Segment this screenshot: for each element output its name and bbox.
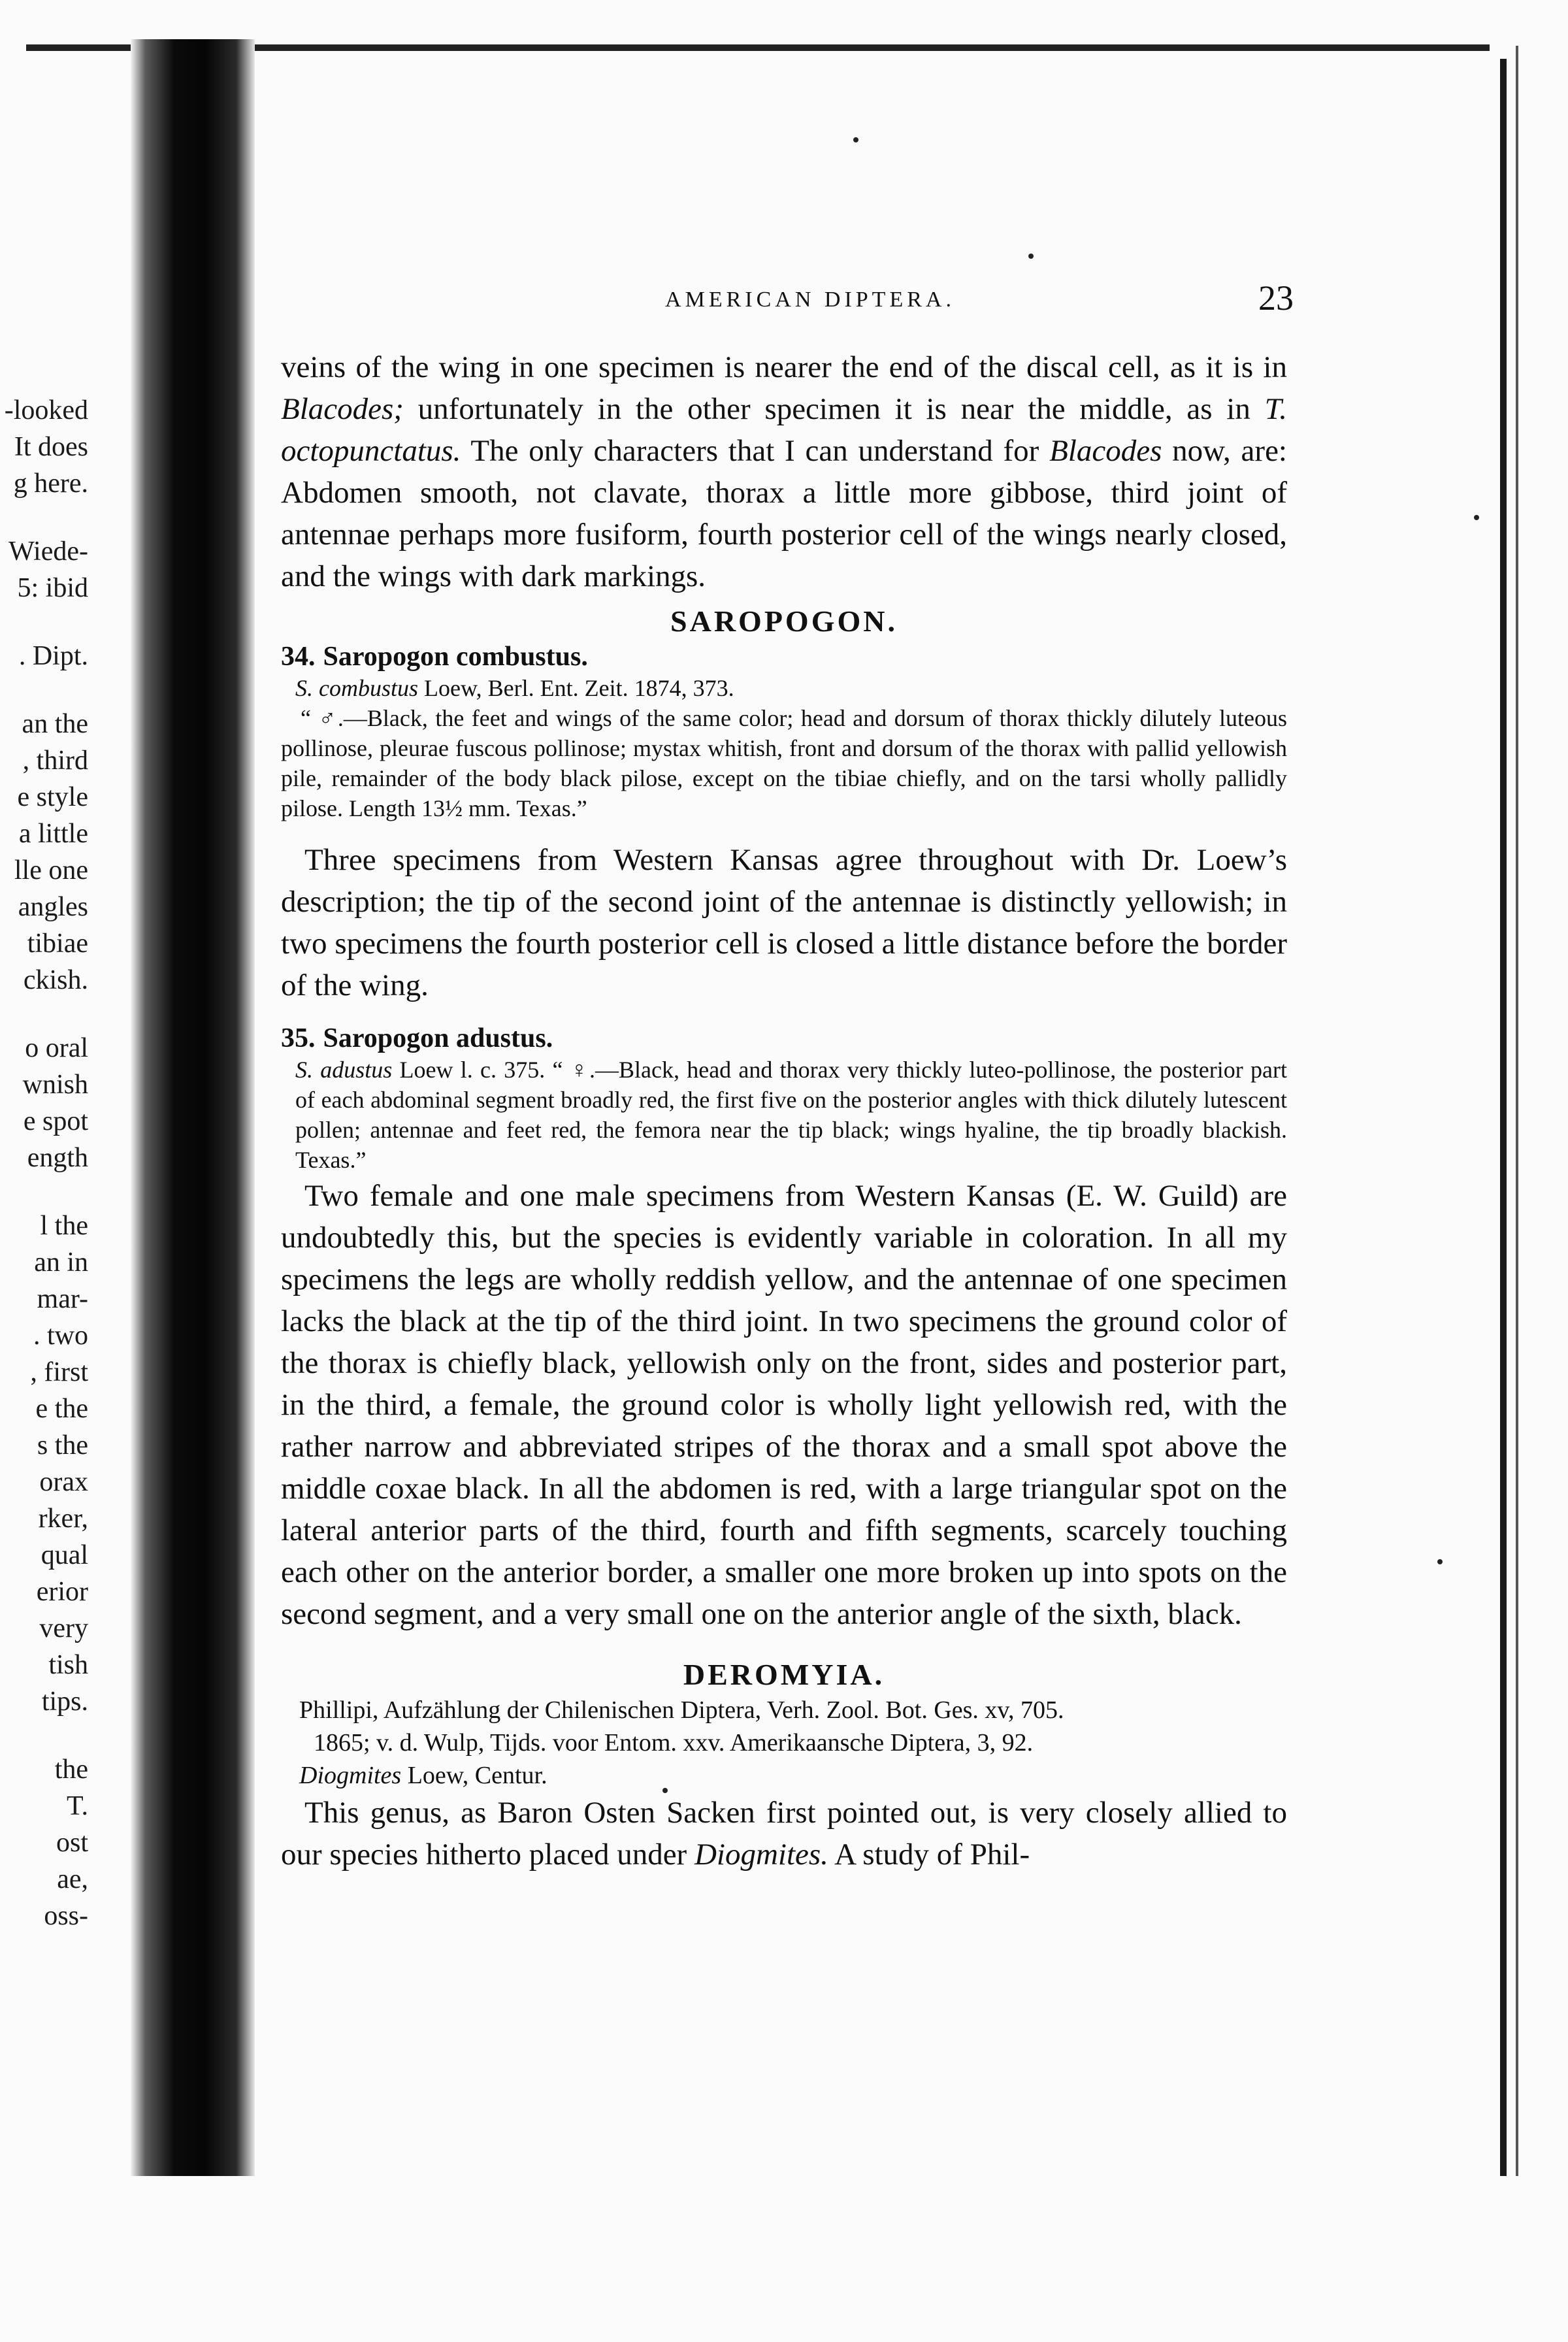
facing-page-line [0, 1720, 88, 1751]
facing-page-line: oss- [44, 1901, 88, 1931]
facing-page-line: -looked [4, 395, 88, 425]
facing-page-line: Wiede- [8, 536, 88, 567]
citation-rest: Loew l. c. 375. [392, 1057, 546, 1083]
citation-rest: Loew, Berl. Ent. Zeit. 1874, 373. [418, 675, 734, 701]
citation-name: S. combustus [295, 675, 418, 701]
text-run: This genus, as Baron Osten Sacken first pointed out, is very closely allied to our species hitherto placed under [281, 1796, 1287, 1872]
synonym-name: Diogmites [299, 1762, 402, 1789]
text-run: now, are: Abdomen smooth, not clavate, thorax a little more gibbose, third joint of antennae perhaps more fusiform, fourth posterior cell of the wings nearly closed, and the wings with dark markings. [281, 434, 1287, 593]
reference-line [281, 1759, 1287, 1792]
species-name-italic: T. octopunctatus. [281, 392, 1287, 468]
facing-page-line: ae, [57, 1864, 88, 1894]
facing-page-line: a little [18, 819, 88, 849]
facing-page-line [0, 606, 88, 638]
species-number: 35. [281, 1023, 316, 1053]
facing-page-line: , first [30, 1357, 88, 1387]
facing-page-line: very [39, 1613, 88, 1643]
facing-page-line: ost [56, 1828, 88, 1858]
facing-page-line [0, 502, 88, 533]
facing-page-line: lle one [14, 855, 88, 885]
facing-page-line: , third [22, 746, 88, 776]
description-quote-34: “ ♂.—Black, the feet and wings of the same color; head and dorsum of thorax thickly dilutely luteous pollinose, pleurae fuscous pollinose; mystax whitish, front and dorsum of the thorax with pallid yellowish pile, remainder of the body black pilose, except on the tibiae chiefly, and on the tarsi wholly pallidly pilose. Length 13½ mm. Texas.” [281, 705, 1287, 821]
body-text [281, 346, 1287, 1875]
facing-page-line: tips. [41, 1687, 88, 1717]
genus-heading-deromyia: DEROMYIA. [683, 1658, 885, 1691]
facing-page-line: 5: ibid [17, 573, 88, 603]
speck [1474, 515, 1479, 520]
text-run: unfortunately in the other specimen it is near the middle, as in [403, 392, 1265, 426]
running-head: AMERICAN DIPTERA. [665, 288, 955, 312]
facing-page-line: tibiae [27, 929, 88, 959]
facing-page-line [0, 674, 88, 706]
facing-page-line: angles [18, 892, 88, 922]
species-heading-34 [281, 640, 1287, 673]
facing-page-fragments [0, 392, 88, 1934]
facing-page-line: ength [27, 1143, 88, 1173]
facing-page-line: o oral [25, 1033, 88, 1063]
synonym-rest: Loew, Centur. [401, 1762, 547, 1789]
species-name: Saropogon combustus. [323, 642, 588, 672]
facing-page-line: e style [17, 782, 88, 812]
facing-page-line: orax [39, 1467, 88, 1497]
speck [1437, 1559, 1443, 1564]
citation-35 [281, 1055, 1287, 1175]
page-edge [1500, 59, 1507, 2176]
description-quote-35: “ ♀.—Black, head and thorax very thickly luteo-pollinose, the posterior part of each abdominal segment broadly red, the first five on the posterior angles with thick dilutely lutescent pollen; antennae and feet red, the femora near the tip black; wings hyaline, the tip broadly blackish. Texas.” [295, 1057, 1287, 1173]
facing-page-line: T. [66, 1791, 88, 1821]
facing-page-line: tish [48, 1650, 88, 1680]
facing-page-line: It does [14, 432, 88, 462]
genus-name-italic: Blacodes [1049, 434, 1162, 468]
facing-page-line: rker, [38, 1504, 88, 1534]
page-edge-secondary [1516, 46, 1518, 2176]
reference-line: Phillipi, Aufzählung der Chilenischen Diptera, Verh. Zool. Bot. Ges. xv, 705. [299, 1696, 1064, 1724]
facing-page-line: qual [41, 1540, 88, 1570]
genus-name-italic: Diogmites. [694, 1838, 828, 1872]
citation-name: S. adustus [295, 1057, 393, 1083]
facing-page-line: the [54, 1755, 88, 1785]
species-number: 34. [281, 642, 316, 672]
text-run: veins of the wing in one specimen is nearer the end of the discal cell, as it is in [281, 350, 1287, 384]
page-number: 23 [1258, 278, 1294, 318]
facing-page-line: erior [36, 1577, 88, 1607]
text-run: The only characters that I can understand for [461, 434, 1050, 468]
genus-references [281, 1694, 1287, 1792]
text-run: A study of Phil- [828, 1838, 1030, 1872]
reference-line: 1865; v. d. Wulp, Tijds. voor Entom. xxv. Amerikaansche Diptera, 3, 92. [314, 1729, 1034, 1756]
facing-page-line: ckish. [23, 965, 88, 995]
remarks-35: Two female and one male specimens from Western Kansas (E. W. Guild) are undoubtedly this, but the species is evidently variable in coloration. In all my specimens the legs are wholly reddish yellow, and the antennae of one specimen lacks the black at the tip of the third joint. In two specimens the ground color of the thorax is chiefly black, yellowish only on the front, sides and posterior part, in the third, a female, the ground color is wholly light yellowish red, with the rather narrow and abbreviated stripes of the thorax and a small spot above the middle coxae black. In all the abdomen is red, with a large triangular spot on the lateral anterior parts of the third, fourth and fifth segments, scarcely touching each other on the anterior border, a smaller one more broken up into spots on the second segment, and a very small one on the anterior angle of the sixth, black. [281, 1179, 1287, 1631]
speck [853, 137, 858, 142]
genus-heading-saropogon: SAROPOGON. [670, 604, 898, 638]
facing-page-line: an in [34, 1247, 88, 1278]
species-name: Saropogon adustus. [323, 1023, 553, 1053]
genus-name-italic: Blacodes; [281, 392, 404, 426]
facing-page-line [0, 1176, 88, 1208]
facing-page-line: . two [33, 1321, 88, 1351]
facing-page-line: g here. [13, 469, 88, 499]
facing-page-line: l the [40, 1211, 88, 1241]
remarks-34: Three specimens from Western Kansas agree throughout with Dr. Loew’s description; the tip of the second joint of the antennae is distinctly yellowish; in two specimens the fourth posterior cell is closed a little distance before the border of the wing. [281, 843, 1287, 1002]
deromyia-paragraph [281, 1792, 1287, 1875]
facing-page-line: mar- [37, 1284, 88, 1314]
species-heading-35 [281, 1022, 1287, 1055]
facing-page-line: wnish [22, 1070, 88, 1100]
facing-page-line: . Dipt. [18, 641, 88, 671]
facing-page-line: e the [35, 1394, 88, 1424]
facing-page-line [0, 998, 88, 1030]
speck [1028, 254, 1034, 259]
citation-34 [281, 673, 1287, 703]
facing-page-line: e spot [23, 1106, 88, 1136]
facing-page-line: an the [22, 709, 88, 739]
intro-paragraph [281, 346, 1287, 597]
binding-gutter [131, 39, 255, 2176]
facing-page-line: s the [37, 1430, 88, 1460]
